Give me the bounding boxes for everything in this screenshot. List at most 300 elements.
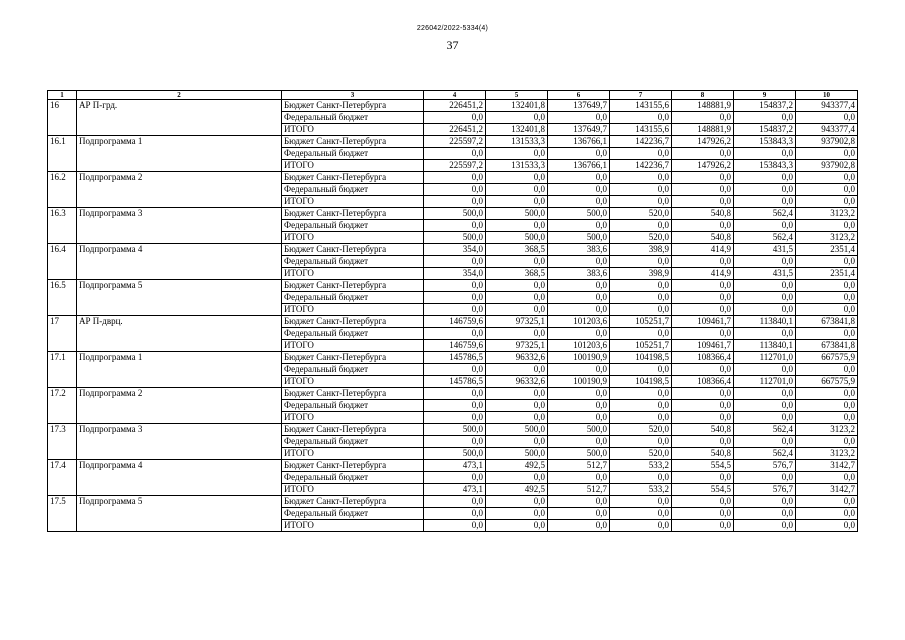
funding-source: Федеральный бюджет [282,256,424,268]
amount-cell: 0,0 [548,496,610,508]
amount-cell: 0,0 [734,388,796,400]
amount-cell: 0,0 [424,520,486,532]
amount-cell: 500,0 [424,232,486,244]
amount-cell: 0,0 [796,388,858,400]
column-number-5: 5 [486,91,548,100]
amount-cell: 473,1 [424,484,486,496]
funding-source: Федеральный бюджет [282,436,424,448]
amount-cell: 0,0 [734,496,796,508]
amount-cell: 153843,3 [734,160,796,172]
table-row [48,136,858,148]
amount-cell: 500,0 [424,208,486,220]
amount-cell: 368,5 [486,244,548,256]
table-row [48,424,858,436]
table-row [48,352,858,364]
amount-cell: 673841,8 [796,340,858,352]
amount-cell: 0,0 [734,472,796,484]
funding-source: Бюджет Санкт-Петербурга [282,136,424,148]
amount-cell: 500,0 [548,448,610,460]
amount-cell: 132401,8 [486,124,548,136]
amount-cell: 0,0 [734,148,796,160]
amount-cell: 137649,7 [548,100,610,112]
amount-cell: 2351,4 [796,268,858,280]
amount-cell: 500,0 [486,208,548,220]
item-name: АР П-дврц. [77,316,282,352]
amount-cell: 0,0 [672,292,734,304]
amount-cell: 109461,7 [672,316,734,328]
item-name: Подпрограмма 3 [77,208,282,244]
amount-cell: 0,0 [796,220,858,232]
amount-cell: 0,0 [424,304,486,316]
amount-cell: 0,0 [796,472,858,484]
amount-cell: 500,0 [424,424,486,436]
funding-source: Бюджет Санкт-Петербурга [282,100,424,112]
column-number-10: 10 [796,91,858,100]
amount-cell: 0,0 [610,328,672,340]
amount-cell: 500,0 [486,448,548,460]
column-number-9: 9 [734,91,796,100]
amount-cell: 520,0 [610,232,672,244]
funding-source: Федеральный бюджет [282,112,424,124]
amount-cell: 132401,8 [486,100,548,112]
amount-cell: 500,0 [424,448,486,460]
amount-cell: 0,0 [672,280,734,292]
amount-cell: 0,0 [796,328,858,340]
amount-cell: 0,0 [610,280,672,292]
funding-source: Бюджет Санкт-Петербурга [282,172,424,184]
amount-cell: 0,0 [548,256,610,268]
table-row [48,280,858,292]
amount-cell: 0,0 [796,172,858,184]
amount-cell: 0,0 [672,400,734,412]
page-number: 37 [446,38,459,52]
amount-cell: 146759,6 [424,340,486,352]
amount-cell: 673841,8 [796,316,858,328]
amount-cell: 0,0 [486,112,548,124]
amount-cell: 100190,9 [548,376,610,388]
amount-cell: 136766,1 [548,136,610,148]
funding-source: Федеральный бюджет [282,508,424,520]
amount-cell: 0,0 [424,496,486,508]
amount-cell: 354,0 [424,244,486,256]
amount-cell: 147926,2 [672,160,734,172]
amount-cell: 0,0 [424,364,486,376]
funding-source: ИТОГО [282,232,424,244]
amount-cell: 0,0 [548,472,610,484]
funding-source: ИТОГО [282,160,424,172]
amount-cell: 3123,2 [796,232,858,244]
amount-cell: 562,4 [734,424,796,436]
funding-source: Бюджет Санкт-Петербурга [282,352,424,364]
amount-cell: 0,0 [796,496,858,508]
amount-cell: 0,0 [610,304,672,316]
item-code: 17.2 [48,388,77,424]
item-name: Подпрограмма 5 [77,280,282,316]
funding-source: ИТОГО [282,304,424,316]
amount-cell: 0,0 [796,256,858,268]
amount-cell: 131533,3 [486,136,548,148]
funding-source: Федеральный бюджет [282,292,424,304]
amount-cell: 3123,2 [796,208,858,220]
amount-cell: 148881,9 [672,100,734,112]
amount-cell: 131533,3 [486,160,548,172]
item-code: 17.3 [48,424,77,460]
amount-cell: 0,0 [672,508,734,520]
amount-cell: 540,8 [672,208,734,220]
funding-source: Бюджет Санкт-Петербурга [282,316,424,328]
amount-cell: 943377,4 [796,100,858,112]
amount-cell: 0,0 [548,364,610,376]
amount-cell: 562,4 [734,208,796,220]
amount-cell: 0,0 [796,196,858,208]
amount-cell: 0,0 [548,220,610,232]
amount-cell: 0,0 [734,364,796,376]
amount-cell: 0,0 [672,256,734,268]
amount-cell: 104198,5 [610,376,672,388]
amount-cell: 143155,6 [610,124,672,136]
amount-cell: 414,9 [672,268,734,280]
amount-cell: 154837,2 [734,124,796,136]
amount-cell: 0,0 [796,148,858,160]
amount-cell: 137649,7 [548,124,610,136]
amount-cell: 0,0 [796,304,858,316]
item-code: 17 [48,316,77,352]
amount-cell: 0,0 [610,364,672,376]
amount-cell: 0,0 [424,292,486,304]
amount-cell: 500,0 [548,232,610,244]
amount-cell: 0,0 [486,256,548,268]
amount-cell: 576,7 [734,460,796,472]
amount-cell: 0,0 [672,112,734,124]
item-code: 16.5 [48,280,77,316]
amount-cell: 512,7 [548,460,610,472]
amount-cell: 0,0 [610,508,672,520]
amount-cell: 562,4 [734,448,796,460]
amount-cell: 148881,9 [672,124,734,136]
amount-cell: 0,0 [734,436,796,448]
funding-source: Бюджет Санкт-Петербурга [282,496,424,508]
amount-cell: 554,5 [672,460,734,472]
amount-cell: 0,0 [424,112,486,124]
amount-cell: 0,0 [672,172,734,184]
amount-cell: 147926,2 [672,136,734,148]
funding-source: Федеральный бюджет [282,472,424,484]
amount-cell: 0,0 [672,148,734,160]
item-name: Подпрограмма 1 [77,352,282,388]
table-row [48,172,858,184]
funding-source: Бюджет Санкт-Петербурга [282,244,424,256]
table-row [48,244,858,256]
amount-cell: 562,4 [734,232,796,244]
amount-cell: 0,0 [796,112,858,124]
amount-cell: 0,0 [734,508,796,520]
amount-cell: 96332,6 [486,352,548,364]
amount-cell: 0,0 [672,220,734,232]
funding-source: Федеральный бюджет [282,400,424,412]
amount-cell: 383,6 [548,244,610,256]
amount-cell: 398,9 [610,244,672,256]
amount-cell: 492,5 [486,484,548,496]
amount-cell: 0,0 [424,400,486,412]
amount-cell: 0,0 [734,172,796,184]
amount-cell: 512,7 [548,484,610,496]
amount-cell: 105251,7 [610,340,672,352]
amount-cell: 0,0 [796,520,858,532]
funding-source: Бюджет Санкт-Петербурга [282,460,424,472]
amount-cell: 0,0 [734,196,796,208]
amount-cell: 0,0 [672,184,734,196]
amount-cell: 0,0 [610,388,672,400]
amount-cell: 0,0 [486,304,548,316]
amount-cell: 0,0 [672,304,734,316]
amount-cell: 100190,9 [548,352,610,364]
amount-cell: 0,0 [734,304,796,316]
funding-source: ИТОГО [282,520,424,532]
column-number-4: 4 [424,91,486,100]
amount-cell: 0,0 [734,400,796,412]
item-name: Подпрограмма 2 [77,172,282,208]
amount-cell: 0,0 [486,196,548,208]
amount-cell: 226451,2 [424,100,486,112]
amount-cell: 368,5 [486,268,548,280]
amount-cell: 0,0 [796,364,858,376]
amount-cell: 225597,2 [424,136,486,148]
amount-cell: 500,0 [548,208,610,220]
amount-cell: 0,0 [610,472,672,484]
amount-cell: 0,0 [424,436,486,448]
amount-cell: 0,0 [486,400,548,412]
amount-cell: 0,0 [672,496,734,508]
amount-cell: 0,0 [486,364,548,376]
amount-cell: 0,0 [486,472,548,484]
amount-cell: 398,9 [610,268,672,280]
amount-cell: 0,0 [672,364,734,376]
table-body [48,100,858,532]
amount-cell: 0,0 [610,220,672,232]
amount-cell: 667575,9 [796,352,858,364]
amount-cell: 0,0 [672,520,734,532]
amount-cell: 520,0 [610,424,672,436]
column-number-row [48,91,858,100]
amount-cell: 0,0 [796,436,858,448]
amount-cell: 0,0 [734,280,796,292]
amount-cell: 492,5 [486,460,548,472]
amount-cell: 101203,6 [548,316,610,328]
amount-cell: 3142,7 [796,484,858,496]
amount-cell: 109461,7 [672,340,734,352]
amount-cell: 153843,3 [734,136,796,148]
funding-source: Федеральный бюджет [282,364,424,376]
item-code: 16 [48,100,77,136]
amount-cell: 0,0 [672,196,734,208]
amount-cell: 520,0 [610,448,672,460]
item-code: 16.2 [48,172,77,208]
amount-cell: 0,0 [486,280,548,292]
amount-cell: 0,0 [796,400,858,412]
item-name: Подпрограмма 4 [77,460,282,496]
amount-cell: 0,0 [734,184,796,196]
amount-cell: 473,1 [424,460,486,472]
amount-cell: 113840,1 [734,340,796,352]
amount-cell: 0,0 [548,148,610,160]
amount-cell: 0,0 [548,280,610,292]
amount-cell: 0,0 [424,388,486,400]
amount-cell: 0,0 [548,328,610,340]
amount-cell: 0,0 [610,256,672,268]
amount-cell: 136766,1 [548,160,610,172]
amount-cell: 937902,8 [796,136,858,148]
funding-source: ИТОГО [282,124,424,136]
item-code: 17.4 [48,460,77,496]
amount-cell: 0,0 [486,292,548,304]
column-number-3: 3 [282,91,424,100]
amount-cell: 0,0 [424,220,486,232]
amount-cell: 0,0 [424,412,486,424]
item-code: 17.1 [48,352,77,388]
amount-cell: 0,0 [486,172,548,184]
table-row [48,388,858,400]
amount-cell: 540,8 [672,232,734,244]
amount-cell: 96332,6 [486,376,548,388]
amount-cell: 0,0 [672,412,734,424]
amount-cell: 500,0 [548,424,610,436]
amount-cell: 0,0 [548,412,610,424]
amount-cell: 0,0 [610,412,672,424]
item-name: АР П-грд. [77,100,282,136]
funding-source: ИТОГО [282,340,424,352]
funding-source: Федеральный бюджет [282,220,424,232]
item-name: Подпрограмма 4 [77,244,282,280]
amount-cell: 0,0 [610,148,672,160]
amount-cell: 0,0 [610,172,672,184]
amount-cell: 0,0 [610,196,672,208]
amount-cell: 414,9 [672,244,734,256]
amount-cell: 0,0 [548,304,610,316]
item-code: 16.1 [48,136,77,172]
amount-cell: 105251,7 [610,316,672,328]
funding-source: Бюджет Санкт-Петербурга [282,208,424,220]
amount-cell: 3142,7 [796,460,858,472]
table-row [48,460,858,472]
amount-cell: 0,0 [672,328,734,340]
amount-cell: 0,0 [796,508,858,520]
amount-cell: 145786,5 [424,376,486,388]
amount-cell: 3123,2 [796,424,858,436]
amount-cell: 0,0 [548,520,610,532]
column-number-1: 1 [48,91,77,100]
amount-cell: 0,0 [734,220,796,232]
amount-cell: 0,0 [734,328,796,340]
column-number-6: 6 [548,91,610,100]
amount-cell: 143155,6 [610,100,672,112]
amount-cell: 0,0 [424,328,486,340]
amount-cell: 226451,2 [424,124,486,136]
amount-cell: 0,0 [548,184,610,196]
funding-source: ИТОГО [282,376,424,388]
amount-cell: 0,0 [610,112,672,124]
amount-cell: 520,0 [610,208,672,220]
amount-cell: 0,0 [424,256,486,268]
amount-cell: 0,0 [486,496,548,508]
funding-source: ИТОГО [282,196,424,208]
amount-cell: 0,0 [424,172,486,184]
amount-cell: 554,5 [672,484,734,496]
amount-cell: 108366,4 [672,352,734,364]
amount-cell: 108366,4 [672,376,734,388]
item-name: Подпрограмма 2 [77,388,282,424]
amount-cell: 101203,6 [548,340,610,352]
amount-cell: 354,0 [424,268,486,280]
funding-source: Федеральный бюджет [282,148,424,160]
amount-cell: 0,0 [424,148,486,160]
amount-cell: 0,0 [548,436,610,448]
funding-source: ИТОГО [282,412,424,424]
table-row [48,496,858,508]
amount-cell: 0,0 [424,508,486,520]
amount-cell: 0,0 [486,220,548,232]
item-code: 17.5 [48,496,77,532]
amount-cell: 112701,0 [734,376,796,388]
amount-cell: 145786,5 [424,352,486,364]
item-name: Подпрограмма 3 [77,424,282,460]
amount-cell: 0,0 [548,196,610,208]
amount-cell: 0,0 [424,472,486,484]
item-code: 16.4 [48,244,77,280]
funding-source: Бюджет Санкт-Петербурга [282,424,424,436]
amount-cell: 383,6 [548,268,610,280]
item-name: Подпрограмма 5 [77,496,282,532]
amount-cell: 0,0 [734,412,796,424]
amount-cell: 0,0 [486,148,548,160]
column-number-2: 2 [77,91,282,100]
amount-cell: 0,0 [610,184,672,196]
amount-cell: 500,0 [486,232,548,244]
amount-cell: 0,0 [548,112,610,124]
amount-cell: 0,0 [486,436,548,448]
item-name: Подпрограмма 1 [77,136,282,172]
amount-cell: 0,0 [548,508,610,520]
amount-cell: 0,0 [796,412,858,424]
table-row [48,316,858,328]
amount-cell: 0,0 [610,520,672,532]
item-code: 16.3 [48,208,77,244]
amount-cell: 0,0 [486,388,548,400]
amount-cell: 0,0 [548,388,610,400]
document-id: 226042/2022-5334(4) [416,25,489,32]
amount-cell: 225597,2 [424,160,486,172]
amount-cell: 0,0 [734,112,796,124]
amount-cell: 0,0 [486,328,548,340]
budget-table [47,90,858,532]
funding-source: Федеральный бюджет [282,184,424,196]
amount-cell: 0,0 [734,292,796,304]
amount-cell: 0,0 [796,292,858,304]
amount-cell: 0,0 [672,436,734,448]
amount-cell: 0,0 [486,412,548,424]
amount-cell: 104198,5 [610,352,672,364]
amount-cell: 576,7 [734,484,796,496]
funding-source: ИТОГО [282,268,424,280]
amount-cell: 0,0 [610,292,672,304]
amount-cell: 0,0 [610,496,672,508]
amount-cell: 0,0 [672,388,734,400]
amount-cell: 431,5 [734,268,796,280]
amount-cell: 0,0 [548,292,610,304]
amount-cell: 0,0 [548,172,610,184]
amount-cell: 0,0 [548,400,610,412]
funding-source: Бюджет Санкт-Петербурга [282,280,424,292]
amount-cell: 0,0 [734,520,796,532]
